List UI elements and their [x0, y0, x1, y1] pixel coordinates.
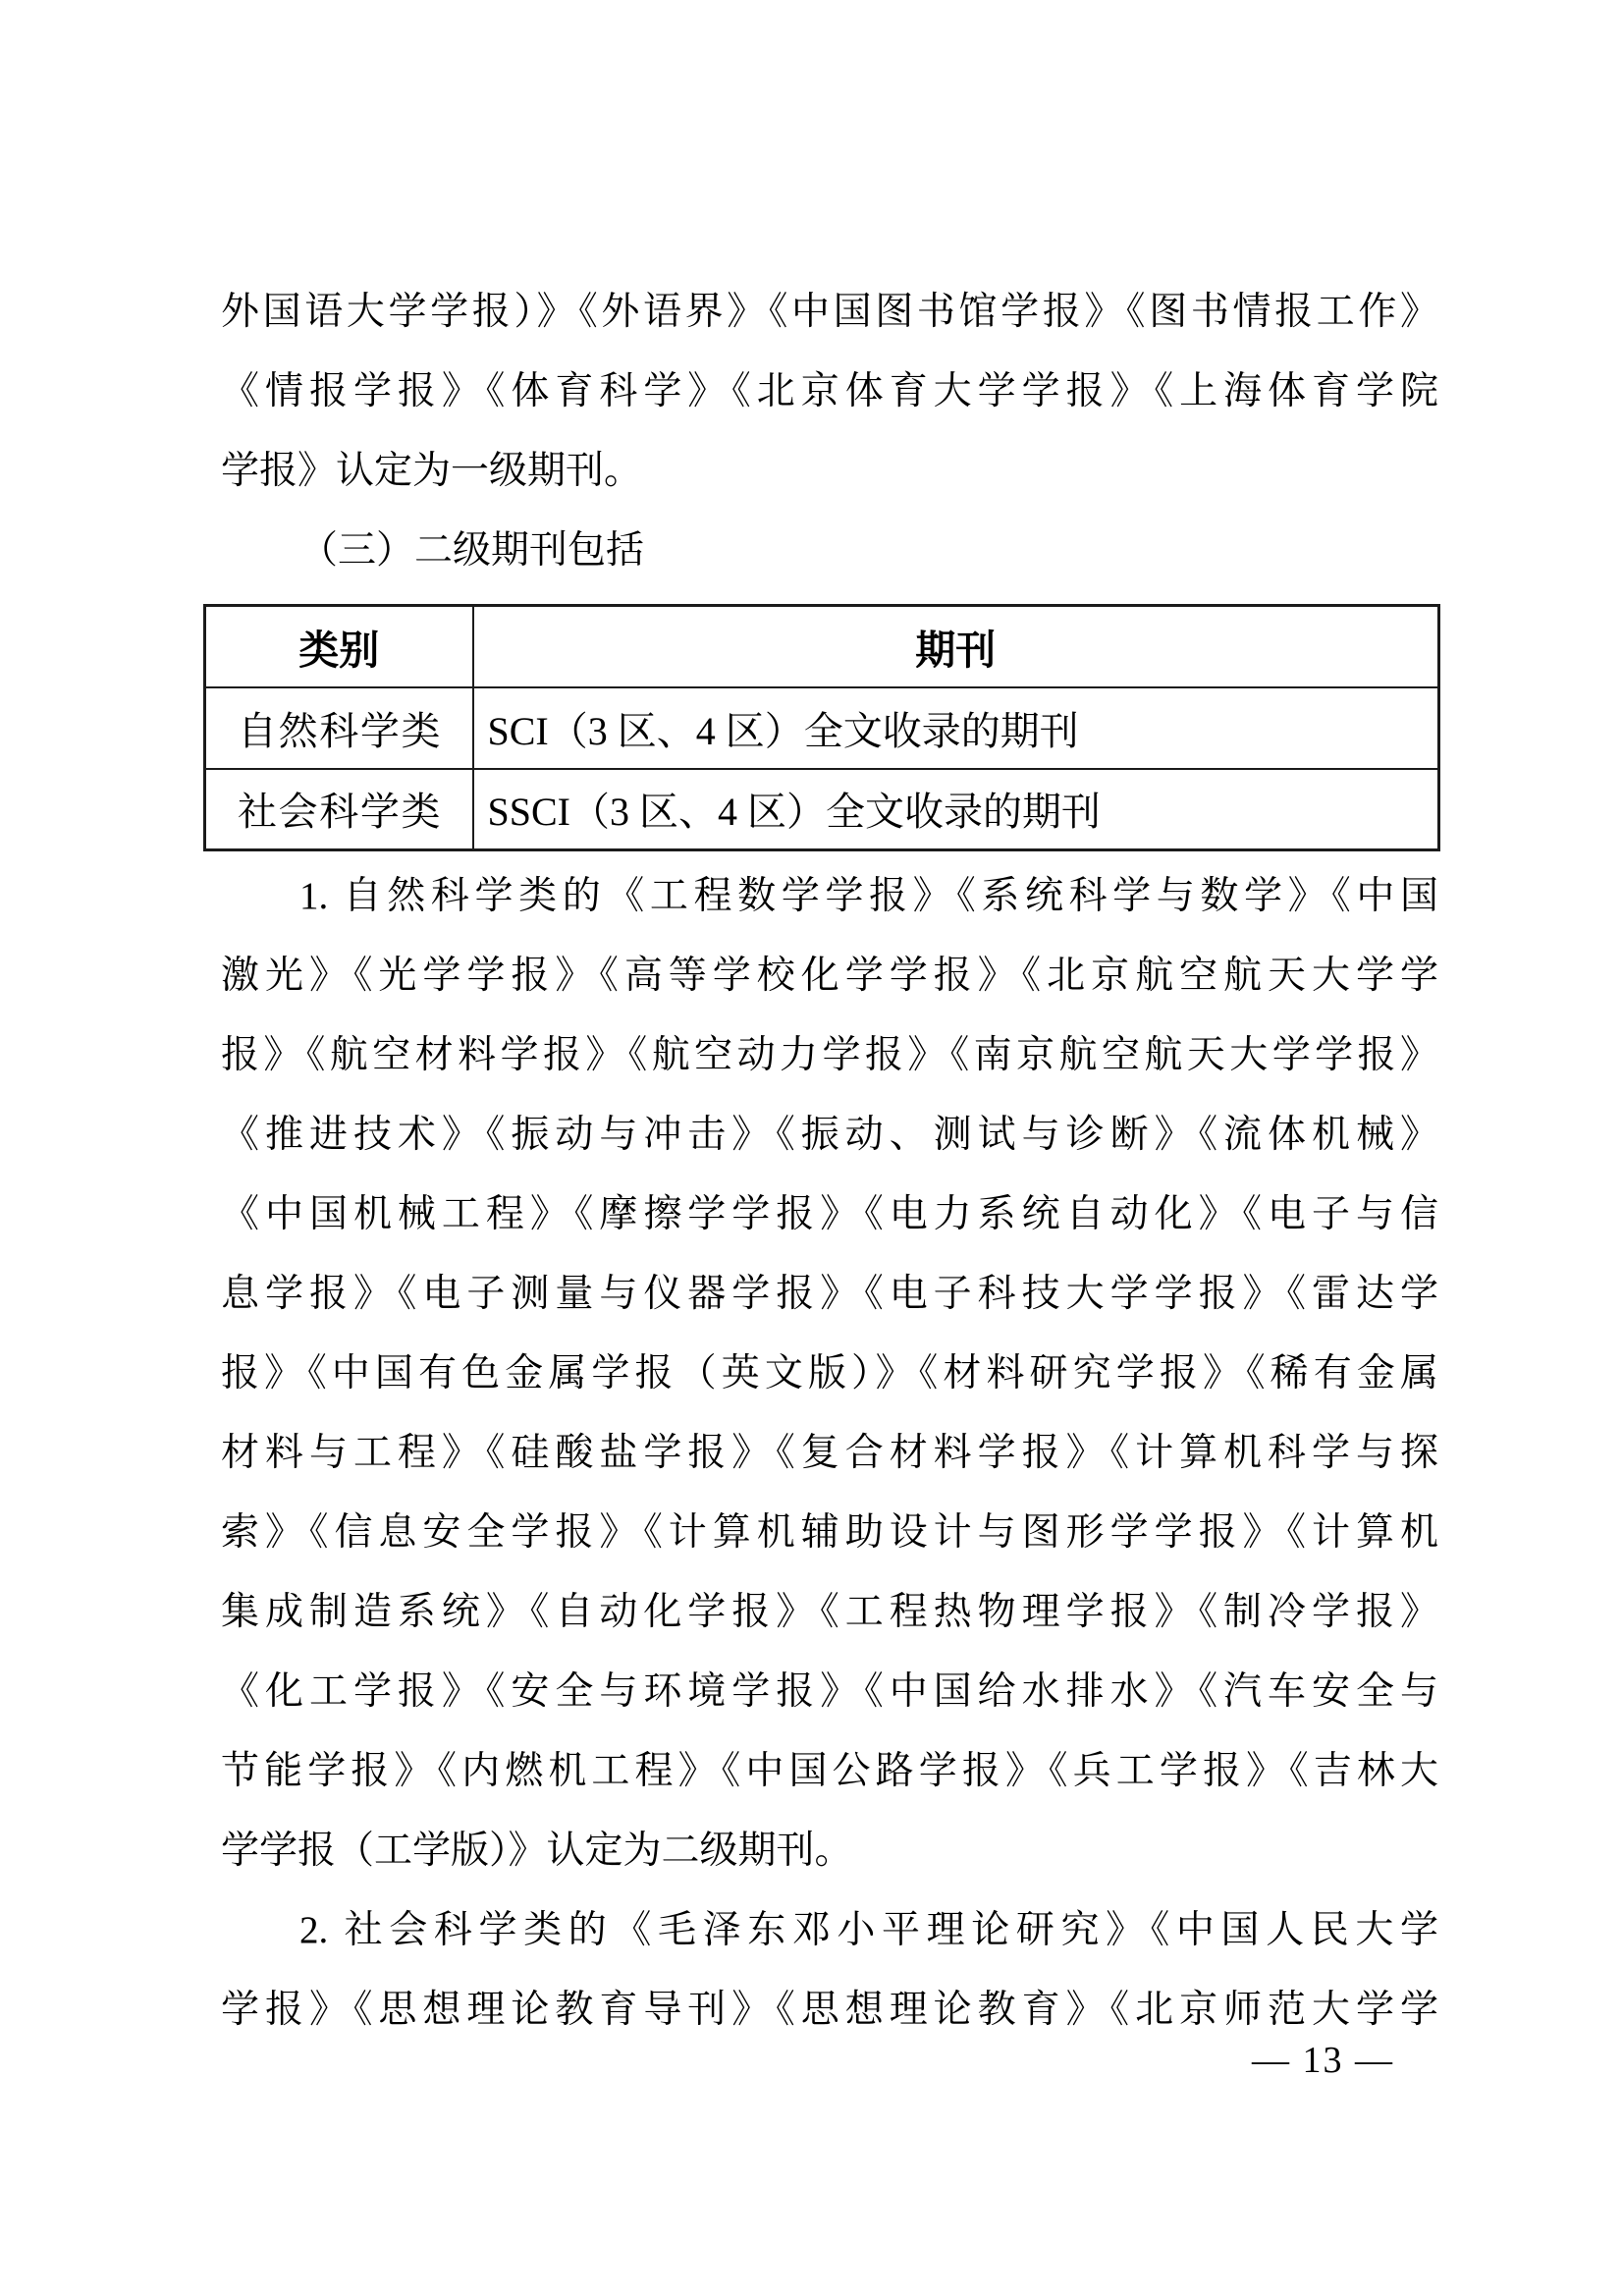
- text-line: 节能学报》《内燃机工程》《中国公路学报》《兵工学报》《吉林大: [221, 1750, 1438, 1792]
- text-line: 学报》《思想理论教育导刊》《思想理论教育》《北京师范大学学: [221, 1989, 1438, 2031]
- paragraph-journals-level1: [221, 272, 1438, 511]
- text-line: 2. 社会科学类的《毛泽东邓小平理论研究》《中国人民大学: [299, 1909, 1438, 1951]
- text-line: 材料与工程》《硅酸盐学报》《复合材料学报》《计算机科学与探: [221, 1432, 1438, 1474]
- table-row: [205, 769, 1439, 850]
- text-line: 报》《航空材料学报》《航空动力学报》《南京航空航天大学学报》: [221, 1034, 1438, 1076]
- paragraph-natural-science: [221, 856, 1438, 1890]
- text-line: 索》《信息安全学报》《计算机辅助设计与图形学学报》《计算机: [221, 1511, 1438, 1554]
- header-journal-cell: 期刊: [473, 606, 1439, 687]
- section-heading: （三）二级期刊包括: [299, 529, 645, 572]
- text-line: 《化工学报》《安全与环境学报》《中国给水排水》《汽车安全与: [221, 1670, 1438, 1713]
- journal-level2-table: [203, 604, 1440, 851]
- text-line: 学报》认定为一级期刊。: [221, 450, 643, 492]
- journal-cell: SSCI（3 区、4 区）全文收录的期刊: [473, 769, 1439, 850]
- text-line: 报》《中国有色金属学报（英文版）》《材料研究学报》《稀有金属: [221, 1352, 1438, 1394]
- text-line: 1. 自然科学类的《工程数学学报》《系统科学与数学》《中国: [299, 875, 1438, 917]
- paragraph-social-science: [221, 1890, 1438, 2050]
- text-line: 外国语大学学报）》《外语界》《中国图书馆学报》《图书情报工作》: [221, 291, 1438, 333]
- journal-cell: SCI（3 区、4 区）全文收录的期刊: [473, 687, 1439, 769]
- header-category-cell: 类别: [205, 606, 473, 687]
- text-line: 学学报（工学版）》认定为二级期刊。: [221, 1830, 853, 1872]
- table-row: [205, 687, 1439, 769]
- text-line: 集成制造系统》《自动化学报》《工程热物理学报》《制冷学报》: [221, 1591, 1438, 1633]
- category-cell: 社会科学类: [205, 769, 473, 850]
- category-cell: 自然科学类: [205, 687, 473, 769]
- table-header-row: [205, 606, 1439, 687]
- text-line: 息学报》《电子测量与仪器学报》《电子科技大学学报》《雷达学: [221, 1273, 1438, 1315]
- text-line: 《推进技术》《振动与冲击》《振动、测试与诊断》《流体机械》: [221, 1114, 1438, 1156]
- page-number: — 13 —: [1252, 2040, 1394, 2081]
- text-line: 《情报学报》《体育科学》《北京体育大学学报》《上海体育学院: [221, 370, 1438, 412]
- text-line: 《中国机械工程》《摩擦学学报》《电力系统自动化》《电子与信: [221, 1193, 1438, 1235]
- text-line: 激光》《光学学报》《高等学校化学学报》《北京航空航天大学学: [221, 955, 1438, 997]
